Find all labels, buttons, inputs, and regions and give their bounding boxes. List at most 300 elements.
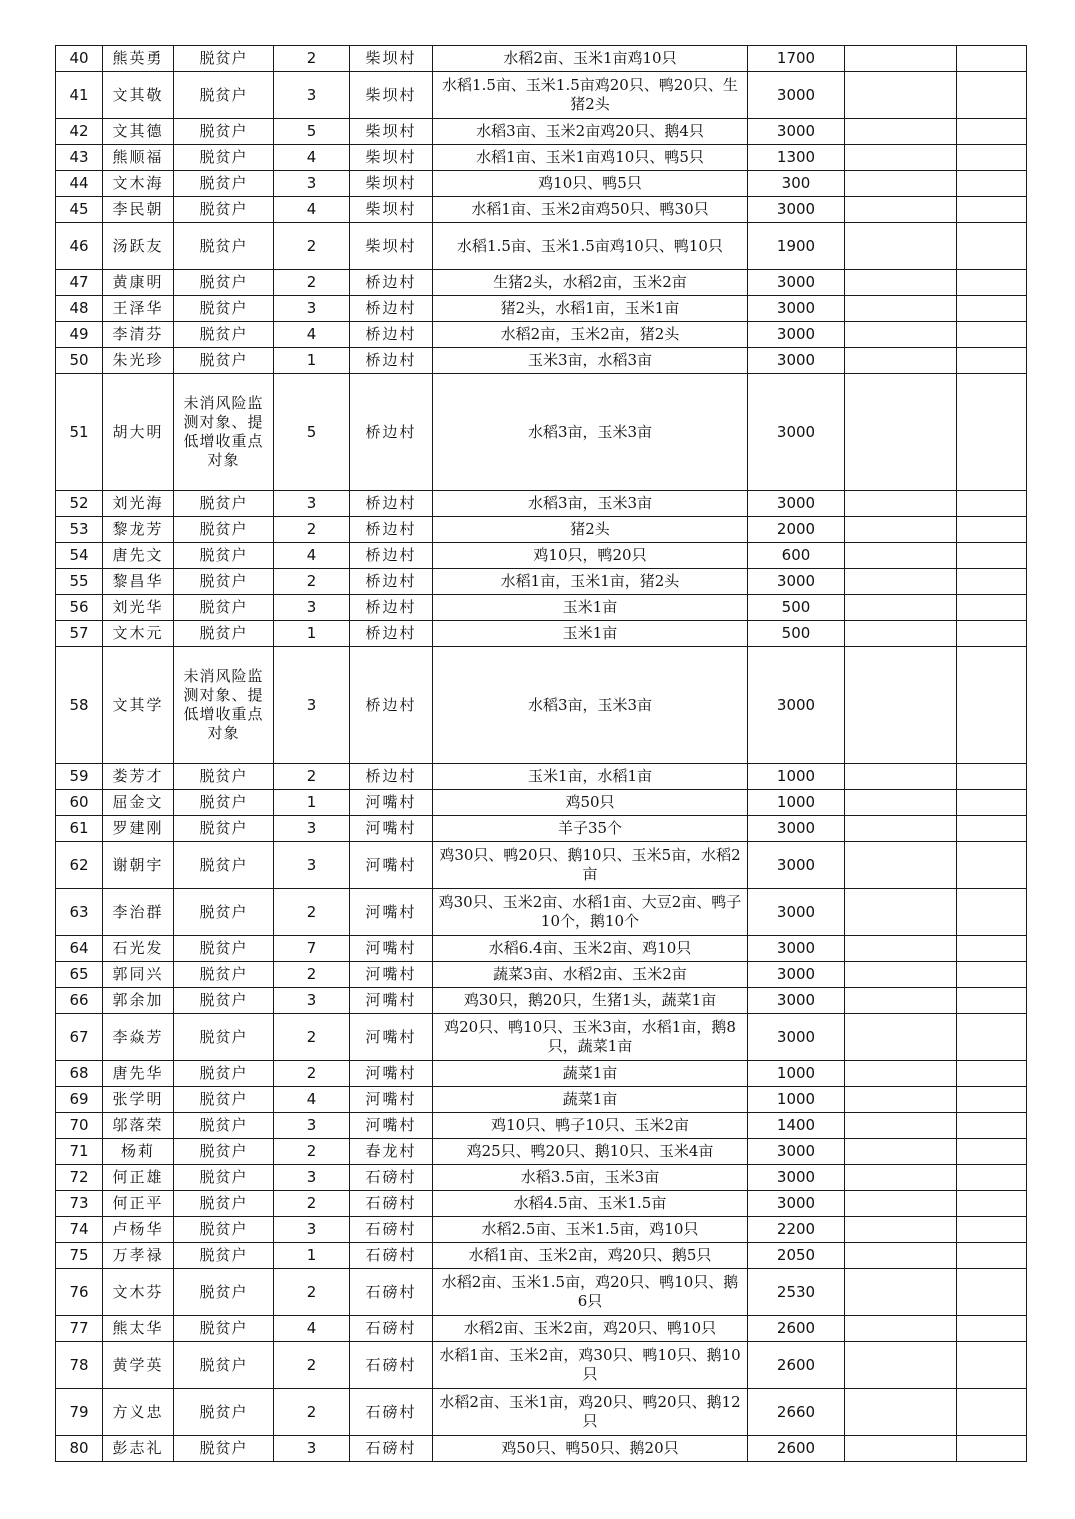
name-cell: 文木海 [103, 171, 174, 197]
household-size-cell: 2 [274, 1191, 350, 1217]
name-cell: 刘光海 [103, 491, 174, 517]
household-type-cell: 未消风险监测对象、提低增收重点对象 [174, 374, 274, 491]
name-cell: 郭同兴 [103, 962, 174, 988]
support-content-cell: 水稻3.5亩，玉米3亩 [433, 1165, 748, 1191]
row-number: 62 [56, 842, 103, 889]
name-cell: 方义忠 [103, 1389, 174, 1436]
blank-cell-b [957, 569, 1027, 595]
amount-cell: 2600 [748, 1342, 845, 1389]
household-size-cell: 2 [274, 1269, 350, 1316]
blank-cell-b [957, 621, 1027, 647]
name-cell: 谢朝宇 [103, 842, 174, 889]
row-number: 42 [56, 119, 103, 145]
village-cell: 桥边村 [350, 569, 433, 595]
household-size-cell: 3 [274, 1113, 350, 1139]
name-cell: 李治群 [103, 889, 174, 936]
row-number: 72 [56, 1165, 103, 1191]
row-number: 77 [56, 1316, 103, 1342]
household-size-cell: 3 [274, 647, 350, 764]
household-type-cell: 脱贫户 [174, 1191, 274, 1217]
blank-cell-a [845, 569, 957, 595]
table-row [56, 517, 1027, 543]
household-type-cell: 脱贫户 [174, 197, 274, 223]
blank-cell-a [845, 842, 957, 889]
row-number: 60 [56, 790, 103, 816]
name-cell: 熊顺福 [103, 145, 174, 171]
name-cell: 黄学英 [103, 1342, 174, 1389]
blank-cell-a [845, 46, 957, 72]
table-row [56, 1243, 1027, 1269]
blank-cell-b [957, 72, 1027, 119]
household-type-cell: 脱贫户 [174, 595, 274, 621]
blank-cell-b [957, 1139, 1027, 1165]
blank-cell-a [845, 1113, 957, 1139]
name-cell: 熊太华 [103, 1316, 174, 1342]
support-content-cell: 水稻1亩、玉米2亩，鸡20只、鹅5只 [433, 1243, 748, 1269]
amount-cell: 1300 [748, 145, 845, 171]
blank-cell-b [957, 197, 1027, 223]
blank-cell-a [845, 595, 957, 621]
household-size-cell: 2 [274, 46, 350, 72]
amount-cell: 2600 [748, 1316, 845, 1342]
amount-cell: 3000 [748, 1165, 845, 1191]
support-content-cell: 水稻2亩、玉米1.5亩，鸡20只、鸭10只、鹅6只 [433, 1269, 748, 1316]
household-type-cell: 脱贫户 [174, 1139, 274, 1165]
name-cell: 李焱芳 [103, 1014, 174, 1061]
household-type-cell: 脱贫户 [174, 1217, 274, 1243]
amount-cell: 1000 [748, 764, 845, 790]
blank-cell-a [845, 764, 957, 790]
household-size-cell: 4 [274, 1316, 350, 1342]
blank-cell-b [957, 595, 1027, 621]
blank-cell-a [845, 1061, 957, 1087]
blank-cell-a [845, 543, 957, 569]
blank-cell-b [957, 1191, 1027, 1217]
household-type-cell: 脱贫户 [174, 1269, 274, 1316]
support-content-cell: 鸡30只、玉米2亩、水稻1亩、大豆2亩、鸭子10个，鹅10个 [433, 889, 748, 936]
household-size-cell: 3 [274, 491, 350, 517]
row-number: 43 [56, 145, 103, 171]
amount-cell: 1000 [748, 790, 845, 816]
blank-cell-a [845, 1436, 957, 1462]
amount-cell: 3000 [748, 816, 845, 842]
amount-cell: 3000 [748, 569, 845, 595]
household-size-cell: 2 [274, 1342, 350, 1389]
village-cell: 桥边村 [350, 491, 433, 517]
amount-cell: 2600 [748, 1436, 845, 1462]
blank-cell-b [957, 1087, 1027, 1113]
household-type-cell: 脱贫户 [174, 1014, 274, 1061]
blank-cell-b [957, 962, 1027, 988]
table-row [56, 171, 1027, 197]
table-row [56, 46, 1027, 72]
table-row [56, 936, 1027, 962]
blank-cell-a [845, 197, 957, 223]
village-cell: 河嘴村 [350, 1061, 433, 1087]
household-size-cell: 3 [274, 816, 350, 842]
name-cell: 李民朝 [103, 197, 174, 223]
household-type-cell: 脱贫户 [174, 621, 274, 647]
name-cell: 文其敬 [103, 72, 174, 119]
household-size-cell: 3 [274, 296, 350, 322]
village-cell: 石磅村 [350, 1217, 433, 1243]
household-size-cell: 5 [274, 374, 350, 491]
table-row [56, 1436, 1027, 1462]
support-content-cell: 生猪2头，水稻2亩，玉米2亩 [433, 270, 748, 296]
row-number: 47 [56, 270, 103, 296]
support-content-cell: 鸡25只、鸭20只、鹅10只、玉米4亩 [433, 1139, 748, 1165]
beneficiary-table [55, 45, 1027, 1462]
row-number: 79 [56, 1389, 103, 1436]
table-row [56, 962, 1027, 988]
table-row [56, 790, 1027, 816]
household-size-cell: 3 [274, 72, 350, 119]
support-content-cell: 蔬菜3亩、水稻2亩、玉米2亩 [433, 962, 748, 988]
name-cell: 何正平 [103, 1191, 174, 1217]
support-content-cell: 水稻2亩、玉米2亩，鸡20只、鸭10只 [433, 1316, 748, 1342]
amount-cell: 300 [748, 171, 845, 197]
name-cell: 罗建刚 [103, 816, 174, 842]
name-cell: 屈金文 [103, 790, 174, 816]
blank-cell-b [957, 374, 1027, 491]
table-row [56, 621, 1027, 647]
blank-cell-a [845, 816, 957, 842]
support-content-cell: 玉米1亩 [433, 595, 748, 621]
blank-cell-b [957, 223, 1027, 270]
name-cell: 胡大明 [103, 374, 174, 491]
support-content-cell: 鸡20只、鸭10只、玉米3亩，水稻1亩，鹅8只，蔬菜1亩 [433, 1014, 748, 1061]
blank-cell-a [845, 936, 957, 962]
row-number: 70 [56, 1113, 103, 1139]
amount-cell: 3000 [748, 348, 845, 374]
household-type-cell: 脱贫户 [174, 764, 274, 790]
village-cell: 河嘴村 [350, 962, 433, 988]
amount-cell: 3000 [748, 270, 845, 296]
village-cell: 桥边村 [350, 348, 433, 374]
household-type-cell: 脱贫户 [174, 962, 274, 988]
blank-cell-b [957, 171, 1027, 197]
name-cell: 文木芬 [103, 1269, 174, 1316]
household-type-cell: 脱贫户 [174, 46, 274, 72]
household-size-cell: 2 [274, 962, 350, 988]
amount-cell: 3000 [748, 491, 845, 517]
blank-cell-a [845, 322, 957, 348]
name-cell: 邬落荣 [103, 1113, 174, 1139]
amount-cell: 3000 [748, 296, 845, 322]
blank-cell-b [957, 1061, 1027, 1087]
blank-cell-b [957, 889, 1027, 936]
support-content-cell: 鸡30只、鸭20只、鹅10只、玉米5亩，水稻2亩 [433, 842, 748, 889]
household-type-cell: 脱贫户 [174, 1389, 274, 1436]
name-cell: 娄芳才 [103, 764, 174, 790]
row-number: 68 [56, 1061, 103, 1087]
blank-cell-b [957, 816, 1027, 842]
household-type-cell: 脱贫户 [174, 517, 274, 543]
amount-cell: 600 [748, 543, 845, 569]
table-row [56, 374, 1027, 491]
household-size-cell: 2 [274, 1389, 350, 1436]
blank-cell-a [845, 621, 957, 647]
name-cell: 朱光珍 [103, 348, 174, 374]
village-cell: 桥边村 [350, 621, 433, 647]
name-cell: 唐先文 [103, 543, 174, 569]
blank-cell-a [845, 1014, 957, 1061]
table-row [56, 569, 1027, 595]
village-cell: 桥边村 [350, 374, 433, 491]
row-number: 67 [56, 1014, 103, 1061]
household-type-cell: 脱贫户 [174, 348, 274, 374]
household-type-cell: 脱贫户 [174, 72, 274, 119]
support-content-cell: 鸡30只，鹅20只，生猪1头，蔬菜1亩 [433, 988, 748, 1014]
row-number: 53 [56, 517, 103, 543]
table-row [56, 543, 1027, 569]
blank-cell-b [957, 1243, 1027, 1269]
row-number: 55 [56, 569, 103, 595]
village-cell: 春龙村 [350, 1139, 433, 1165]
amount-cell: 3000 [748, 374, 845, 491]
row-number: 46 [56, 223, 103, 270]
household-type-cell: 脱贫户 [174, 1087, 274, 1113]
village-cell: 桥边村 [350, 270, 433, 296]
village-cell: 河嘴村 [350, 816, 433, 842]
household-size-cell: 2 [274, 517, 350, 543]
blank-cell-b [957, 764, 1027, 790]
household-size-cell: 3 [274, 1165, 350, 1191]
household-type-cell: 脱贫户 [174, 491, 274, 517]
blank-cell-b [957, 790, 1027, 816]
blank-cell-a [845, 647, 957, 764]
row-number: 58 [56, 647, 103, 764]
household-type-cell: 脱贫户 [174, 270, 274, 296]
blank-cell-b [957, 1436, 1027, 1462]
household-type-cell: 脱贫户 [174, 543, 274, 569]
household-size-cell: 2 [274, 569, 350, 595]
row-number: 65 [56, 962, 103, 988]
amount-cell: 2200 [748, 1217, 845, 1243]
support-content-cell: 鸡50只、鸭50只、鹅20只 [433, 1436, 748, 1462]
household-type-cell: 脱贫户 [174, 1243, 274, 1269]
amount-cell: 1000 [748, 1061, 845, 1087]
village-cell: 柴坝村 [350, 223, 433, 270]
blank-cell-a [845, 72, 957, 119]
table-row [56, 1191, 1027, 1217]
blank-cell-b [957, 1113, 1027, 1139]
amount-cell: 3000 [748, 962, 845, 988]
household-type-cell: 脱贫户 [174, 988, 274, 1014]
support-content-cell: 水稻3亩，玉米3亩 [433, 647, 748, 764]
household-size-cell: 2 [274, 1061, 350, 1087]
household-type-cell: 脱贫户 [174, 223, 274, 270]
village-cell: 河嘴村 [350, 842, 433, 889]
support-content-cell: 鸡50只 [433, 790, 748, 816]
name-cell: 黄康明 [103, 270, 174, 296]
support-content-cell: 水稻1亩，玉米1亩，猪2头 [433, 569, 748, 595]
table-body [56, 46, 1027, 1462]
support-content-cell: 水稻1.5亩、玉米1.5亩鸡20只、鸭20只、生猪2头 [433, 72, 748, 119]
name-cell: 文其学 [103, 647, 174, 764]
name-cell: 彭志礼 [103, 1436, 174, 1462]
support-content-cell: 蔬菜1亩 [433, 1087, 748, 1113]
household-size-cell: 4 [274, 197, 350, 223]
blank-cell-a [845, 889, 957, 936]
village-cell: 桥边村 [350, 764, 433, 790]
support-content-cell: 水稻2.5亩、玉米1.5亩，鸡10只 [433, 1217, 748, 1243]
name-cell: 石光发 [103, 936, 174, 962]
household-size-cell: 1 [274, 790, 350, 816]
household-size-cell: 5 [274, 119, 350, 145]
blank-cell-a [845, 145, 957, 171]
amount-cell: 1700 [748, 46, 845, 72]
support-content-cell: 水稻2亩、玉米1亩鸡10只 [433, 46, 748, 72]
row-number: 57 [56, 621, 103, 647]
blank-cell-a [845, 1243, 957, 1269]
village-cell: 桥边村 [350, 647, 433, 764]
support-content-cell: 水稻3亩，玉米3亩 [433, 374, 748, 491]
household-size-cell: 2 [274, 889, 350, 936]
name-cell: 熊英勇 [103, 46, 174, 72]
name-cell: 杨莉 [103, 1139, 174, 1165]
support-content-cell: 鸡10只、鸭5只 [433, 171, 748, 197]
name-cell: 郭余加 [103, 988, 174, 1014]
row-number: 71 [56, 1139, 103, 1165]
blank-cell-a [845, 790, 957, 816]
blank-cell-a [845, 1342, 957, 1389]
row-number: 52 [56, 491, 103, 517]
blank-cell-b [957, 1389, 1027, 1436]
village-cell: 河嘴村 [350, 936, 433, 962]
village-cell: 石磅村 [350, 1243, 433, 1269]
table-row [56, 72, 1027, 119]
table-row [56, 647, 1027, 764]
household-type-cell: 脱贫户 [174, 1342, 274, 1389]
table-row [56, 1342, 1027, 1389]
table-row [56, 988, 1027, 1014]
amount-cell: 2000 [748, 517, 845, 543]
village-cell: 柴坝村 [350, 171, 433, 197]
row-number: 69 [56, 1087, 103, 1113]
blank-cell-b [957, 1342, 1027, 1389]
table-row [56, 145, 1027, 171]
row-number: 40 [56, 46, 103, 72]
support-content-cell: 水稻1亩、玉米1亩鸡10只、鸭5只 [433, 145, 748, 171]
row-number: 51 [56, 374, 103, 491]
row-number: 75 [56, 1243, 103, 1269]
village-cell: 石磅村 [350, 1316, 433, 1342]
village-cell: 石磅村 [350, 1436, 433, 1462]
support-content-cell: 猪2头，水稻1亩，玉米1亩 [433, 296, 748, 322]
amount-cell: 1900 [748, 223, 845, 270]
blank-cell-a [845, 171, 957, 197]
table-row [56, 889, 1027, 936]
name-cell: 卢杨华 [103, 1217, 174, 1243]
blank-cell-a [845, 1389, 957, 1436]
table-row [56, 296, 1027, 322]
amount-cell: 3000 [748, 322, 845, 348]
blank-cell-b [957, 842, 1027, 889]
household-type-cell: 脱贫户 [174, 119, 274, 145]
blank-cell-b [957, 322, 1027, 348]
table-row [56, 1217, 1027, 1243]
household-size-cell: 3 [274, 595, 350, 621]
household-type-cell: 未消风险监测对象、提低增收重点对象 [174, 647, 274, 764]
blank-cell-a [845, 270, 957, 296]
row-number: 56 [56, 595, 103, 621]
support-content-cell: 鸡10只、鸭子10只、玉米2亩 [433, 1113, 748, 1139]
blank-cell-a [845, 988, 957, 1014]
household-size-cell: 2 [274, 1139, 350, 1165]
blank-cell-a [845, 223, 957, 270]
amount-cell: 3000 [748, 988, 845, 1014]
name-cell: 李清芬 [103, 322, 174, 348]
row-number: 74 [56, 1217, 103, 1243]
row-number: 61 [56, 816, 103, 842]
table-row [56, 764, 1027, 790]
blank-cell-b [957, 543, 1027, 569]
blank-cell-a [845, 962, 957, 988]
support-content-cell: 猪2头 [433, 517, 748, 543]
amount-cell: 500 [748, 621, 845, 647]
row-number: 63 [56, 889, 103, 936]
household-size-cell: 2 [274, 1014, 350, 1061]
household-type-cell: 脱贫户 [174, 936, 274, 962]
blank-cell-b [957, 145, 1027, 171]
village-cell: 河嘴村 [350, 1087, 433, 1113]
household-type-cell: 脱贫户 [174, 1113, 274, 1139]
support-content-cell: 水稻4.5亩、玉米1.5亩 [433, 1191, 748, 1217]
amount-cell: 3000 [748, 119, 845, 145]
amount-cell: 1400 [748, 1113, 845, 1139]
household-size-cell: 1 [274, 1243, 350, 1269]
village-cell: 柴坝村 [350, 197, 433, 223]
blank-cell-a [845, 119, 957, 145]
table-row [56, 1113, 1027, 1139]
village-cell: 桥边村 [350, 296, 433, 322]
table-row [56, 1061, 1027, 1087]
table-row [56, 842, 1027, 889]
row-number: 50 [56, 348, 103, 374]
support-content-cell: 鸡10只，鸭20只 [433, 543, 748, 569]
blank-cell-a [845, 296, 957, 322]
household-type-cell: 脱贫户 [174, 296, 274, 322]
table-row [56, 1316, 1027, 1342]
household-type-cell: 脱贫户 [174, 1436, 274, 1462]
blank-cell-b [957, 1014, 1027, 1061]
village-cell: 石磅村 [350, 1191, 433, 1217]
blank-cell-a [845, 1191, 957, 1217]
blank-cell-b [957, 46, 1027, 72]
blank-cell-b [957, 1217, 1027, 1243]
household-size-cell: 3 [274, 988, 350, 1014]
amount-cell: 3000 [748, 1191, 845, 1217]
row-number: 54 [56, 543, 103, 569]
village-cell: 桥边村 [350, 322, 433, 348]
village-cell: 桥边村 [350, 543, 433, 569]
village-cell: 河嘴村 [350, 1113, 433, 1139]
support-content-cell: 水稻3亩、玉米2亩鸡20只、鹅4只 [433, 119, 748, 145]
blank-cell-a [845, 1165, 957, 1191]
blank-cell-a [845, 517, 957, 543]
name-cell: 黎龙芳 [103, 517, 174, 543]
row-number: 76 [56, 1269, 103, 1316]
table-row [56, 1269, 1027, 1316]
name-cell: 黎昌华 [103, 569, 174, 595]
village-cell: 柴坝村 [350, 119, 433, 145]
amount-cell: 3000 [748, 72, 845, 119]
amount-cell: 3000 [748, 647, 845, 764]
household-size-cell: 1 [274, 621, 350, 647]
row-number: 80 [56, 1436, 103, 1462]
household-type-cell: 脱贫户 [174, 1061, 274, 1087]
